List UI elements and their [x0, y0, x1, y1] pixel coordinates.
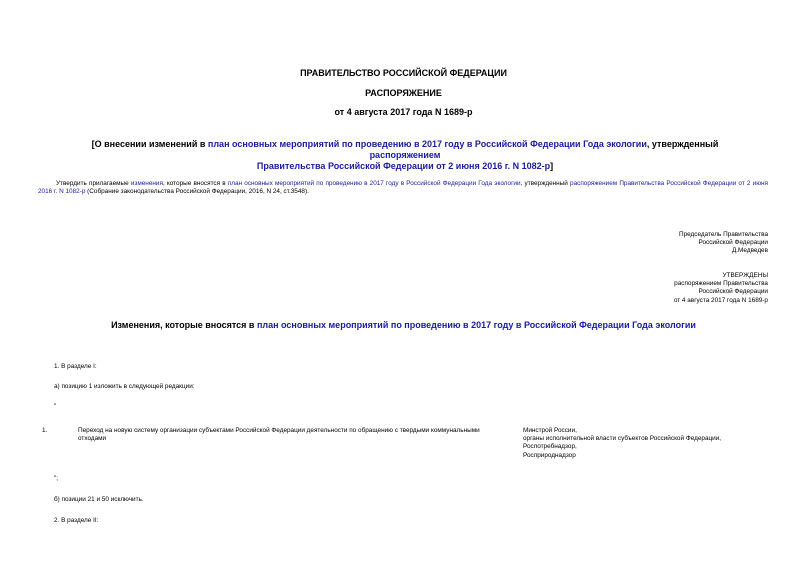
signature-position: Председатель Правительства [679, 231, 768, 238]
intro-text-3: , утвержденный [520, 180, 571, 187]
title-link-order-details[interactable]: Правительства Российской Федерации от 2 июня 2016 г. N 1082-р [256, 161, 551, 171]
document-type: РАСПОРЯЖЕНИЕ [365, 88, 442, 98]
approval-heading: УТВЕРЖДЕНЫ [722, 272, 768, 279]
intro-paragraph [38, 180, 768, 196]
item-1b: б) позиции 21 и 50 исключить. [54, 496, 144, 503]
responsible-2: органы исполнительной власти субъектов Российской Федерации, [523, 435, 722, 443]
responsible-3: Роспотребнадзор, [523, 443, 577, 451]
changes-heading-text: Изменения, которые вносятся в [111, 320, 257, 330]
title-text-mid: , утвержденный [646, 139, 719, 149]
quote-open: " [54, 403, 57, 410]
table-row-number: 1. [42, 427, 48, 434]
signature-block [500, 231, 768, 256]
approval-line-3: Российской Федерации [698, 288, 768, 296]
document-title [55, 139, 755, 172]
intro-link-plan[interactable]: план основных мероприятий по проведению в 2017 году в Российской Федерации Года экологии [227, 180, 521, 187]
section-1-heading: 1. В разделе I: [54, 363, 97, 370]
responsible-1: Минстрой России, [523, 427, 577, 434]
section-2-heading: 2. В разделе II: [54, 517, 99, 524]
title-link-plan[interactable]: план основных мероприятий по проведению в 2017 году в Российской Федерации Года экологии [207, 139, 647, 149]
signature-name: Д.Медведев [731, 247, 768, 255]
approval-line-2: распоряжением Правительства [674, 280, 768, 288]
responsible-4: Росприроднадзор [523, 451, 576, 459]
title-link-order[interactable]: распоряжением [369, 150, 441, 160]
title-text-start: [О внесении изменений в [91, 139, 208, 149]
title-text-end: ] [550, 161, 554, 171]
table-row-responsible [523, 427, 763, 460]
changes-heading [0, 320, 807, 331]
document-date: от 4 августа 2017 года N 1689-р [334, 107, 473, 117]
intro-text-4: (Собрание законодательства Российской Федерации, 2016, N 24, ст.3548). [85, 188, 309, 196]
intro-text-2: , которые вносятся в [162, 180, 228, 187]
item-1a: а) позицию 1 изложить в следующей редакции: [54, 383, 195, 390]
government-heading: ПРАВИТЕЛЬСТВО РОССИЙСКОЙ ФЕДЕРАЦИИ [300, 68, 507, 78]
intro-link-changes[interactable]: изменения [130, 180, 163, 187]
signature-country: Российской Федерации [698, 239, 768, 247]
intro-link-order[interactable]: распоряжением Правительства Российской Федерации от 2 июня 2016 г. N 1082-р [38, 180, 768, 196]
changes-heading-link[interactable]: план основных мероприятий по проведению в 2017 году в Российской Федерации Года экологии [256, 320, 696, 330]
approval-line-4: от 4 августа 2017 года N 1689-р [673, 296, 768, 304]
intro-text-1: Утвердить прилагаемые [56, 180, 131, 187]
approval-block [500, 272, 768, 305]
quote-close: "; [54, 475, 59, 482]
table-row-text: Переход на новую систему организации субъектами Российской Федерации деятельности по обращению с твердыми коммунальными отходами [78, 427, 480, 443]
